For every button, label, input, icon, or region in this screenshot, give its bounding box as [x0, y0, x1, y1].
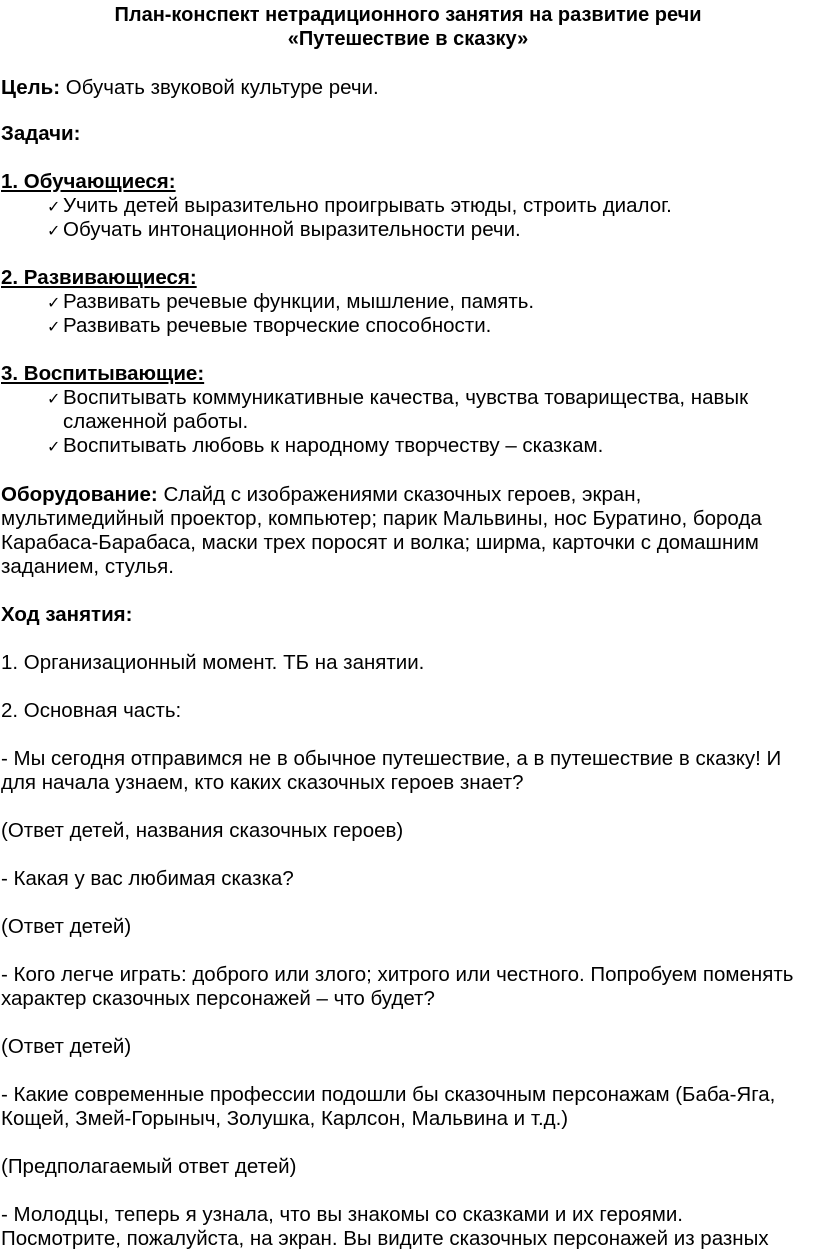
checkmark-icon: ✓ [47, 221, 61, 240]
checkmark-icon: ✓ [47, 197, 61, 216]
body-line: (Ответ детей, названия сказочных героев) [1, 819, 404, 842]
equipment-paragraph [1, 483, 641, 507]
body-line: - Молодцы, теперь я узнала, что вы знакомы со сказками и их героями. [1, 1203, 684, 1226]
checkmark-icon: ✓ [47, 389, 61, 408]
body-line: - Мы сегодня отправимся не в обычное путешествие, а в путешествие в сказку! И [1, 747, 782, 770]
section-heading-upbringing: 3. Воспитывающие: [1, 362, 205, 385]
body-line: Кощей, Змей-Горыныч, Золушка, Карлсон, Мальвина и т.д.) [1, 1107, 569, 1130]
goal-paragraph [1, 76, 379, 100]
section-heading-developing: 2. Развивающиеся: [1, 266, 197, 289]
body-line: (Предполагаемый ответ детей) [1, 1155, 297, 1178]
list-item [47, 386, 749, 411]
list-item-text: Учить детей выразительно проигрывать этюды, строить диалог. [63, 194, 672, 217]
tasks-label: Задачи: [1, 122, 81, 145]
equipment-text-line-3: Карабаса-Барабаса, маски трех поросят и волка; ширма, карточки с домашним [1, 531, 759, 554]
document-title-line-1: План-конспект нетрадиционного занятия на развитие речи [114, 4, 702, 26]
body-line: Посмотрите, пожалуйста, на экран. Вы видите сказочных персонажей из разных [1, 1227, 769, 1250]
list-item-text: Обучать интонационной выразительности речи. [63, 218, 521, 241]
list-item-text: Воспитывать коммуникативные качества, чувства товарищества, навык [63, 386, 749, 409]
course-label: Ход занятия: [1, 603, 133, 626]
body-line: - Какая у вас любимая сказка? [1, 867, 294, 890]
document-title-line-2: «Путешествие в сказку» [287, 28, 529, 50]
body-line: - Какие современные профессии подошли бы сказочным персонажам (Баба-Яга, [1, 1083, 776, 1106]
body-line: (Ответ детей) [1, 915, 132, 938]
body-line: характер сказочных персонажей – что будет? [1, 987, 435, 1010]
body-line: для начала узнаем, кто каких сказочных героев знает? [1, 771, 524, 794]
checkmark-icon: ✓ [47, 293, 61, 312]
section-heading-learning: 1. Обучающиеся: [1, 170, 176, 193]
goal-text: Обучать звуковой культуре речи. [60, 76, 379, 99]
list-item [47, 290, 535, 315]
list-item-text: Развивать речевые творческие способности. [63, 314, 492, 337]
body-line: 2. Основная часть: [1, 699, 182, 722]
equipment-label: Оборудование: [1, 483, 158, 506]
equipment-text-line-1: Слайд с изображениями сказочных героев, экран, [157, 483, 642, 506]
list-item [47, 434, 604, 459]
list-item-text: Развивать речевые функции, мышление, память. [63, 290, 535, 313]
list-item [47, 314, 492, 339]
list-item-continuation: слаженной работы. [63, 410, 249, 433]
equipment-text-line-2: мультимедийный проектор, компьютер; парик Мальвины, нос Буратино, борода [1, 507, 762, 530]
list-item [47, 194, 672, 219]
body-line: (Ответ детей) [1, 1035, 132, 1058]
body-line: - Кого легче играть: доброго или злого; хитрого или честного. Попробуем поменять [1, 963, 794, 986]
checkmark-icon: ✓ [47, 317, 61, 336]
body-line: 1. Организационный момент. ТБ на занятии. [1, 651, 425, 674]
equipment-text-line-4: заданием, стулья. [1, 555, 174, 578]
list-item [47, 218, 521, 243]
list-item-text: Воспитывать любовь к народному творчеству – сказкам. [63, 434, 604, 457]
checkmark-icon: ✓ [47, 437, 61, 456]
goal-label: Цель: [1, 76, 61, 99]
